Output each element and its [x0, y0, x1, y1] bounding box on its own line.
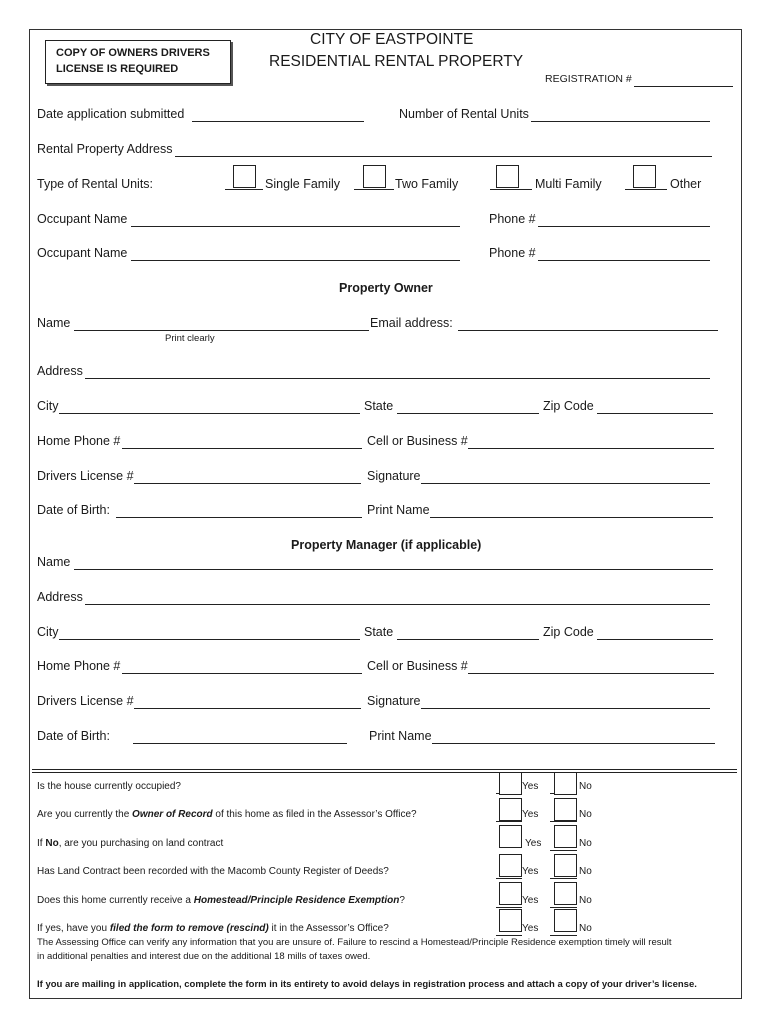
owner-print-name-label: Print Name — [367, 503, 430, 517]
owner-signature-label: Signature — [367, 469, 421, 483]
two-family-checkbox[interactable] — [363, 165, 386, 188]
phone-field[interactable] — [538, 226, 710, 227]
manager-address-label: Address — [37, 590, 83, 604]
owner-zip-label: Zip Code — [543, 399, 594, 413]
other-checkbox[interactable] — [633, 165, 656, 188]
yes-checkbox[interactable] — [499, 882, 522, 905]
manager-heading: Property Manager (if applicable) — [291, 538, 482, 552]
owner-address-label: Address — [37, 364, 83, 378]
yes-checkbox[interactable] — [499, 909, 522, 932]
owner-city-label: City — [37, 399, 59, 413]
manager-name-label: Name — [37, 555, 71, 569]
no-label: No — [579, 866, 592, 877]
owner-license-label: Drivers License # — [37, 469, 134, 483]
owner-cell-label: Cell or Business # — [367, 434, 468, 448]
no-checkbox[interactable] — [554, 854, 577, 877]
assessing-notice-line2: in additional penalties and interest due on the additional 18 mills of taxes owed. — [37, 951, 371, 962]
manager-print-name-label: Print Name — [369, 729, 432, 743]
manager-home-phone-field[interactable] — [122, 673, 362, 674]
occupant-name-label: Occupant Name — [37, 212, 128, 226]
owner-address-field[interactable] — [85, 378, 710, 379]
no-checkbox[interactable] — [554, 798, 577, 821]
yes-checkbox[interactable] — [499, 825, 522, 848]
yes-label: Yes — [525, 838, 542, 849]
single-family-checkbox[interactable] — [233, 165, 256, 188]
manager-print-name-field[interactable] — [432, 743, 715, 744]
rental-type-label: Type of Rental Units: — [37, 177, 154, 191]
question-occupied: Is the house currently occupied? — [37, 781, 181, 792]
question-rescind: If yes, have you filed the form to remove (rescind) it in the Assessor’s Office? — [37, 923, 389, 934]
owner-dob-field[interactable] — [116, 517, 362, 518]
manager-cell-label: Cell or Business # — [367, 659, 468, 673]
date-submitted-label: Date application submitted — [37, 107, 185, 121]
owner-dob-label: Date of Birth: — [37, 503, 110, 517]
owner-print-name-field[interactable] — [430, 517, 713, 518]
question-owner-of-record: Are you currently the Owner of Record of this home as filed in the Assessor’s Office? — [37, 809, 417, 820]
question-contract-recorded: Has Land Contract been recorded with the Macomb County Register of Deeds? — [37, 866, 389, 877]
no-checkbox[interactable] — [554, 825, 577, 848]
mailing-footer: If you are mailing in application, complete the form in its entirety to avoid delays in registration process and attach a copy of your driver’s license. — [37, 979, 697, 990]
phone-label: Phone # — [489, 212, 536, 226]
manager-city-field[interactable] — [59, 639, 360, 640]
two-family-label: Two Family — [395, 177, 459, 191]
license-notice-box — [45, 40, 231, 84]
assessing-notice-line1: The Assessing Office can verify any information that you are unsure of. Failure to rescind a Homestead/Principle Residence exemption timely will result — [37, 937, 672, 948]
yes-label: Yes — [522, 866, 539, 877]
yes-label: Yes — [522, 895, 539, 906]
other-label: Other — [670, 177, 702, 191]
yes-checkbox[interactable] — [499, 854, 522, 877]
owner-email-field[interactable] — [458, 330, 718, 331]
registration-label: REGISTRATION # — [545, 73, 632, 85]
multi-family-label: Multi Family — [535, 177, 602, 191]
no-label: No — [579, 895, 592, 906]
rental-units-label: Number of Rental Units — [399, 107, 529, 121]
license-notice-line2: LICENSE IS REQUIRED — [56, 63, 179, 75]
print-clearly-note: Print clearly — [165, 333, 215, 344]
yes-label: Yes — [522, 923, 539, 934]
no-label: No — [579, 809, 592, 820]
rental-address-field[interactable] — [175, 156, 712, 157]
occupant-name-field[interactable] — [131, 260, 460, 261]
registration-field[interactable] — [634, 86, 733, 87]
owner-email-label: Email address: — [370, 316, 453, 330]
owner-home-phone-label: Home Phone # — [37, 434, 121, 448]
manager-dob-field[interactable] — [133, 743, 347, 744]
owner-home-phone-field[interactable] — [122, 448, 362, 449]
yes-checkbox[interactable] — [499, 772, 522, 795]
manager-home-phone-label: Home Phone # — [37, 659, 121, 673]
manager-zip-field[interactable] — [597, 639, 713, 640]
manager-license-field[interactable] — [134, 708, 361, 709]
owner-name-label: Name — [37, 316, 71, 330]
question-land-contract: If No, are you purchasing on land contract — [37, 838, 224, 849]
no-checkbox[interactable] — [554, 772, 577, 795]
manager-signature-field[interactable] — [421, 708, 710, 709]
question-homestead: Does this home currently receive a Homestead/Principle Residence Exemption? — [37, 895, 405, 906]
manager-license-label: Drivers License # — [37, 694, 134, 708]
owner-license-field[interactable] — [134, 483, 361, 484]
license-notice-line1: COPY OF OWNERS DRIVERS — [56, 47, 210, 59]
title-city: CITY OF EASTPOINTE — [310, 31, 474, 48]
owner-state-label: State — [364, 399, 394, 413]
manager-dob-label: Date of Birth: — [37, 729, 110, 743]
owner-heading: Property Owner — [339, 281, 433, 295]
phone-field[interactable] — [538, 260, 710, 261]
owner-state-field[interactable] — [397, 413, 539, 414]
manager-address-field[interactable] — [85, 604, 710, 605]
occupant-name-label: Occupant Name — [37, 246, 128, 260]
manager-signature-label: Signature — [367, 694, 421, 708]
section-divider — [32, 769, 737, 773]
manager-state-field[interactable] — [397, 639, 539, 640]
owner-city-field[interactable] — [59, 413, 360, 414]
owner-cell-field[interactable] — [468, 448, 714, 449]
yes-label: Yes — [522, 809, 539, 820]
manager-name-field[interactable] — [74, 569, 713, 570]
yes-label: Yes — [522, 781, 539, 792]
owner-zip-field[interactable] — [597, 413, 713, 414]
manager-state-label: State — [364, 625, 394, 639]
single-family-label: Single Family — [265, 177, 341, 191]
phone-label: Phone # — [489, 246, 536, 260]
rental-units-field[interactable] — [531, 121, 710, 122]
occupant-name-field[interactable] — [131, 226, 460, 227]
owner-name-field[interactable] — [74, 330, 369, 331]
multi-family-checkbox[interactable] — [496, 165, 519, 188]
title-form: RESIDENTIAL RENTAL PROPERTY — [269, 53, 524, 70]
manager-cell-field[interactable] — [468, 673, 714, 674]
yes-checkbox[interactable] — [499, 798, 522, 821]
no-label: No — [579, 838, 592, 849]
date-submitted-field[interactable] — [192, 121, 364, 122]
no-label: No — [579, 923, 592, 934]
manager-zip-label: Zip Code — [543, 625, 594, 639]
no-label: No — [579, 781, 592, 792]
no-checkbox[interactable] — [554, 909, 577, 932]
rental-address-label: Rental Property Address — [37, 142, 173, 156]
owner-signature-field[interactable] — [421, 483, 710, 484]
manager-city-label: City — [37, 625, 59, 639]
no-checkbox[interactable] — [554, 882, 577, 905]
